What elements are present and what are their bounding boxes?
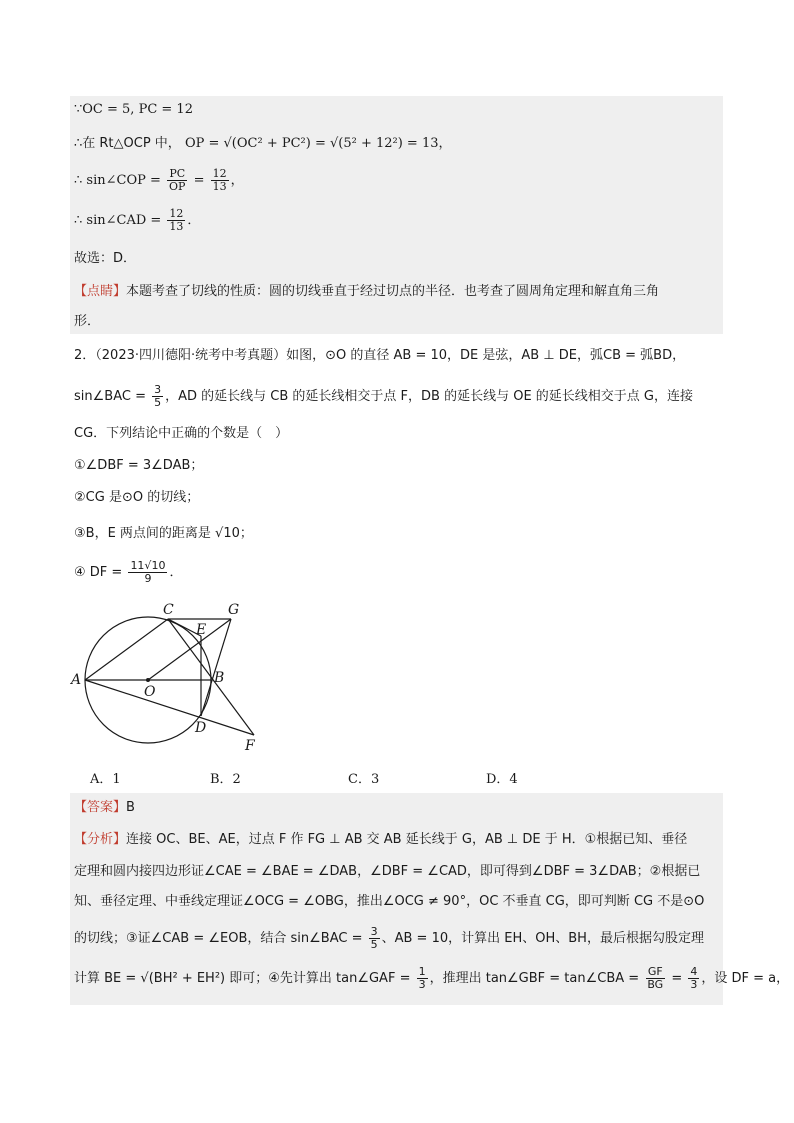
problem-line-3: CG．下列结论中正确的个数是（ ）: [74, 426, 289, 441]
label-c: C: [163, 602, 174, 618]
fraction-1-3: $\frac{1}{3}$: [418, 965, 426, 991]
solution-line-2: [74, 134, 452, 154]
solution-line-2-formula: OP = √(OC² + PC²) = √(5² + 12²) = 13，: [184, 136, 452, 151]
geometry-figure: [68, 598, 268, 756]
analysis-tag: 【分析】: [74, 832, 127, 847]
solution-line-3: ∴ sin∠COP = $\frac{PC}{OP}$ = $\frac{12}{13}$ ，: [74, 167, 244, 193]
fraction-gf-bg: $\frac{GF}{BG}$: [647, 965, 664, 991]
label-g: G: [228, 602, 240, 618]
statement-3: ③B，E 两点间的距离是 √10；: [74, 526, 253, 541]
center-point: [146, 678, 150, 682]
label-o: O: [144, 684, 156, 700]
solution-line-3-lhs: ∴ sin∠COP =: [74, 173, 166, 188]
problem-line-1: 2．（2023·四川德阳·统考中考真题）如图，⊙O 的直径 AB = 10，DE 是弦，AB ⊥ DE，弧CB = 弧BD，: [74, 348, 686, 363]
fraction-12-13: $\frac{12}{13}$: [212, 167, 227, 193]
option-a: A．1: [90, 772, 121, 787]
analysis-line-5: 计算 BE = √(BH² + EH²) 即可；④先计算出 tan∠GAF = $\frac{1}{3}$ ，推理出 tan∠GBF = tan∠CBA = $\frac{GF}{BG}$ = $\frac{4}{3}$ ，设 DF = a，: [74, 965, 790, 991]
fraction-3-5: $\frac{3}{5}$: [154, 383, 162, 409]
option-d: D．4: [486, 772, 518, 787]
comment-tag: 【点睛】: [74, 284, 127, 299]
statement-1: ①∠DBF = 3∠DAB；: [74, 458, 204, 473]
answer-line: [74, 798, 135, 818]
fraction-3-5-b: $\frac{3}{5}$: [370, 925, 378, 951]
solution-line-1: ∵OC = 5, PC = 12: [74, 102, 193, 117]
problem-line-2: sin∠BAC = $\frac{3}{5}$ ，AD 的延长线与 CB 的延长线相交于点 F，DB 的延长线与 OE 的延长线相交于点 G，连接: [74, 383, 693, 409]
analysis-line-3: 知、垂径定理、中垂线定理证∠OCG = ∠OBG，推出∠OCG ≠ 90°，OC 不垂直 CG，即可判断 CG 不是⊙O: [74, 894, 705, 909]
solution-line-2-text: ∴在 Rt△OCP 中，: [74, 136, 181, 151]
answer-tag: 【答案】: [74, 800, 127, 815]
analysis-line-1: 【分析】连接 OC、BE、AE，过点 F 作 FG ⊥ AB 交 AB 延长线于 G，AB ⊥ DE 于 H．①根据已知、垂径: [74, 832, 688, 847]
analysis-line-2: 定理和圆内接四边形证∠CAE = ∠BAE = ∠DAB，∠DBF = ∠CAD，即可得到∠DBF = 3∠DAB；②根据已: [74, 864, 701, 879]
label-e: E: [196, 622, 207, 638]
comment-line-2: 形．: [74, 314, 101, 329]
fraction-12-13-b: $\frac{12}{13}$: [169, 207, 184, 233]
option-b: B．2: [210, 772, 241, 787]
fraction-pc-op: $\frac{PC}{OP}$: [169, 167, 186, 193]
option-c: C．3: [348, 772, 380, 787]
fraction-df: $\frac{11√10}{9}$: [130, 559, 166, 585]
analysis-line-4: 的切线；③证∠CAB = ∠EOB，结合 sin∠BAC = $\frac{3}{5}$ 、AB = 10，计算出 EH、OH、BH，最后根据勾股定理: [74, 925, 704, 951]
choice-line: 故选：D．: [74, 251, 137, 266]
answer-value: B: [126, 800, 135, 815]
segment-ac: [85, 619, 168, 680]
comment-line-1: 【点睛】本题考查了切线的性质：圆的切线垂直于经过切点的半径．也考查了圆周角定理和解直角三角: [74, 284, 660, 299]
label-b: B: [214, 670, 225, 686]
statement-2: ②CG 是⊙O 的切线；: [74, 490, 200, 505]
label-f: F: [245, 738, 255, 754]
label-d: D: [195, 720, 207, 736]
label-a: A: [71, 672, 82, 688]
statement-4: ④ DF = $\frac{11√10}{9}$ ．: [74, 559, 183, 585]
solution-line-4: ∴ sin∠CAD = $\frac{12}{13}$ ．: [74, 207, 201, 233]
fraction-4-3: $\frac{4}{3}$: [690, 965, 698, 991]
segment-cf: [168, 619, 254, 735]
segment-af: [85, 680, 254, 735]
